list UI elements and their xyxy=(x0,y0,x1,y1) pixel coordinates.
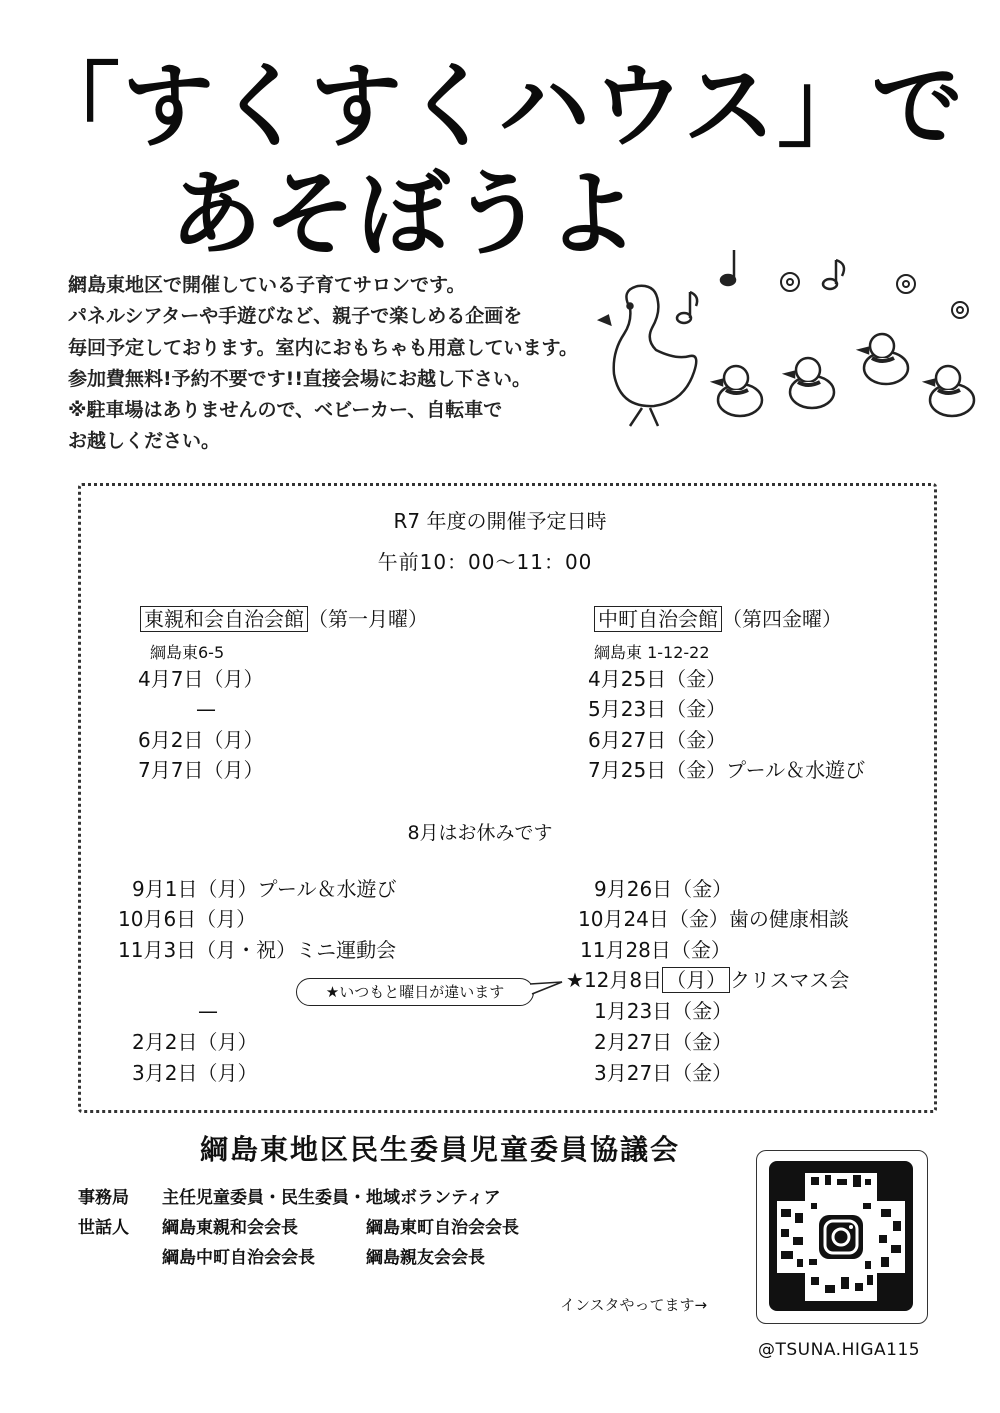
helpers-label: 世話人 xyxy=(78,1218,129,1238)
list-item: 4月7日（月） xyxy=(138,667,264,691)
special-day: （月） xyxy=(662,967,730,993)
list-item: 4月25日（金） xyxy=(588,667,727,691)
qr-code-frame[interactable] xyxy=(756,1150,928,1324)
right-venue-header xyxy=(594,606,842,632)
list-item: — xyxy=(198,999,218,1023)
instagram-note: インスタやってます→ xyxy=(560,1296,708,1314)
list-item: 5月23日（金） xyxy=(588,697,727,721)
left-venue-name: 東親和会自治会館 xyxy=(140,606,308,632)
duck-illustration xyxy=(590,240,980,440)
special-event: クリスマス会 xyxy=(730,968,850,992)
music-note-icon xyxy=(677,250,844,323)
right-venue-address: 綱島東 1-12-22 xyxy=(594,643,710,662)
left-venue-header xyxy=(140,606,428,632)
list-item: 9月1日（月）プール＆水遊び xyxy=(132,877,397,901)
intro-line: 参加費無料!予約不要です!!直接会場にお越し下さい。 xyxy=(68,368,531,390)
list-item: 6月27日（金） xyxy=(588,728,727,752)
special-date-row xyxy=(566,967,849,993)
helper-item: 綱島東町自治会会長 xyxy=(366,1218,519,1238)
intro-line: ※駐車場はありませんので、ベビーカー、自転車で xyxy=(68,399,503,421)
organization-name: 綱島東地区民生委員児童委員協議会 xyxy=(199,1133,680,1166)
list-item: — xyxy=(196,697,216,721)
special-date: 12月8日 xyxy=(583,968,663,992)
list-item: 9月26日（金） xyxy=(594,877,733,901)
left-venue-note: （第一月曜） xyxy=(308,607,428,631)
office-value: 主任児童委員・民生委員・地域ボランティア xyxy=(162,1188,501,1208)
list-item: 11月3日（月・祝）ミニ運動会 xyxy=(118,938,397,962)
left-venue-address: 綱島東6-5 xyxy=(150,643,225,662)
list-item: 7月25日（金）プール＆水遊び xyxy=(588,758,866,782)
right-venue-note: （第四金曜） xyxy=(722,607,842,631)
intro-line: お越しください。 xyxy=(68,430,221,452)
flower-icon xyxy=(781,273,968,318)
list-item: 10月24日（金）歯の健康相談 xyxy=(578,907,849,931)
list-item: 2月2日（月） xyxy=(132,1030,258,1054)
helper-item: 綱島親友会会長 xyxy=(366,1248,485,1268)
list-item: 3月27日（金） xyxy=(594,1061,733,1085)
qr-code-icon xyxy=(777,1173,905,1301)
intro-line: パネルシアターや手遊びなど、親子で楽しめる企画を xyxy=(68,305,523,327)
list-item: 10月6日（月） xyxy=(118,907,257,931)
list-item: 7月7日（月） xyxy=(138,758,264,782)
instagram-handle[interactable]: @TSUNA.HIGA115 xyxy=(758,1340,921,1360)
duck-icon xyxy=(600,286,696,426)
title-line-1: 「すくすくハウス」で xyxy=(28,53,966,160)
star-mark: ★ xyxy=(566,968,584,992)
intro-line: 網島東地区で開催している子育てサロンです。 xyxy=(68,274,466,296)
helper-item: 綱島東親和会会長 xyxy=(162,1218,298,1238)
list-item: 6月2日（月） xyxy=(138,728,264,752)
list-item: 2月27日（金） xyxy=(594,1030,733,1054)
list-item: 1月23日（金） xyxy=(594,999,733,1023)
office-label: 事務局 xyxy=(78,1188,129,1208)
duckling-icon xyxy=(714,334,974,416)
schedule-time: 午前10：00～11：00 xyxy=(377,550,593,574)
right-venue-name: 中町自治会館 xyxy=(594,606,722,632)
weekday-callout: ★いつもと曜日が違います xyxy=(296,978,534,1006)
title-line-2: あそぼうよ xyxy=(170,161,641,268)
list-item: 11月28日（金） xyxy=(580,938,731,962)
schedule-heading: R7 年度の開催予定日時 xyxy=(393,509,607,533)
callout-pointer xyxy=(528,980,568,1000)
august-note: 8月はお休みです xyxy=(407,822,553,844)
intro-line: 毎回予定しております。室内におもちゃも用意しています。 xyxy=(68,337,578,359)
list-item: 3月2日（月） xyxy=(132,1061,258,1085)
instagram-icon xyxy=(819,1215,863,1259)
helper-item: 綱島中町自治会会長 xyxy=(162,1248,315,1268)
